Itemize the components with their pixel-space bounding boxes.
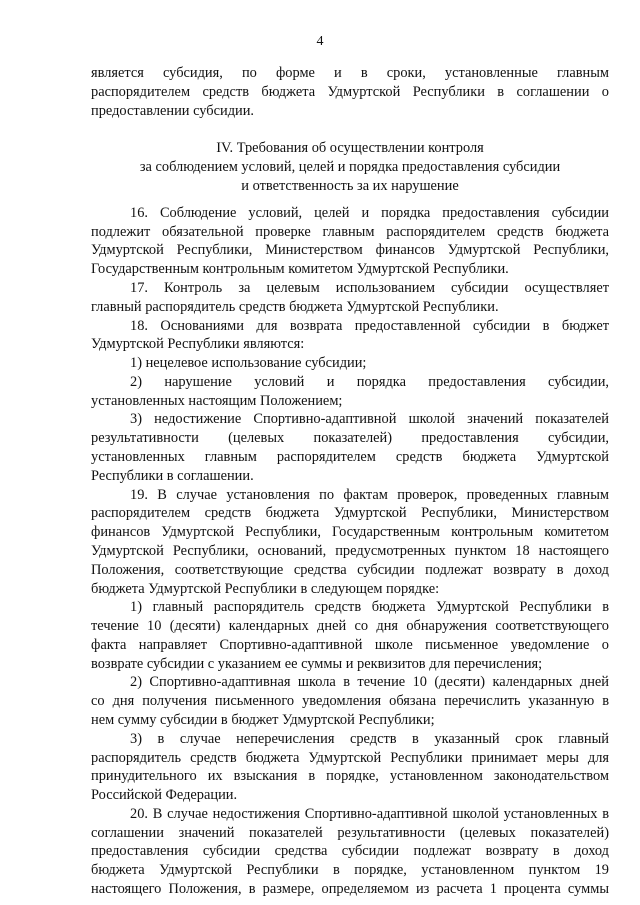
paragraph-line: 18. Основаниями для возврата предоставленной субсидии в бюджет bbox=[130, 318, 609, 334]
paragraph-line: 1) главный распорядитель средств бюджета Удмуртской Республики в bbox=[130, 599, 609, 615]
paragraph-line: Удмуртской Республики, Министерством финансов Удмуртской Республики, bbox=[91, 242, 609, 258]
paragraph-line: 2) Спортивно-адаптивная школа в течение 10 (десяти) календарных дней bbox=[130, 674, 609, 690]
paragraph-line: 20. В случае недостижения Спортивно-адаптивной школой установленных в bbox=[130, 806, 609, 822]
section-heading-line: и ответственность за их нарушение bbox=[241, 178, 459, 194]
paragraph-line: 2) нарушение условий и порядка предоставления субсидии, bbox=[130, 374, 609, 390]
paragraph-line: бюджета Удмуртской Республики в следующем порядке: bbox=[91, 581, 440, 597]
paragraph-line: со дня получения письменного уведомления обязана перечислить указанную в bbox=[91, 693, 609, 709]
paragraph-line: 16. Соблюдение условий, целей и порядка предоставления субсидии bbox=[130, 205, 609, 221]
paragraph-line: Удмуртской Республики являются: bbox=[91, 336, 305, 352]
paragraph-line: распорядителем средств бюджета Удмуртской Республики в соглашении о bbox=[91, 84, 609, 100]
section-heading-line: за соблюдением условий, целей и порядка предоставления субсидии bbox=[139, 159, 561, 175]
paragraph-line: 19. В случае установления по фактам проверок, проведенных главным bbox=[130, 487, 609, 503]
paragraph-line: результативности (целевых показателей) предоставления субсидии, bbox=[91, 430, 609, 446]
paragraph-line: бюджета Удмуртской Республики в порядке, установленном пунктом 19 bbox=[91, 862, 609, 878]
paragraph-line: распорядитель средств бюджета Удмуртской Республики принимает меры для bbox=[91, 750, 609, 766]
paragraph-line: подлежит обязательной проверке главным распорядителем средств бюджета bbox=[91, 224, 609, 240]
paragraph-line: факта направляет Спортивно-адаптивной школе письменное уведомление о bbox=[91, 637, 609, 653]
paragraph-line: Российской Федерации. bbox=[91, 787, 238, 803]
paragraph-line: распорядителем средств бюджета Удмуртской Республики, Министерством bbox=[91, 505, 609, 521]
paragraph-line: 17. Контроль за целевым использованием субсидии осуществляет bbox=[130, 280, 609, 296]
section-heading-line: IV. Требования об осуществлении контроля bbox=[216, 140, 484, 156]
paragraph-line: соглашении значений показателей результативности (целевых показателей) bbox=[91, 825, 609, 841]
paragraph-line: 1) нецелевое использование субсидии; bbox=[130, 355, 367, 371]
paragraph-line: течение 10 (десяти) календарных дней со дня обнаружения соответствующего bbox=[91, 618, 609, 634]
paragraph-line: возврате субсидии с указанием ее суммы и реквизитов для перечисления; bbox=[91, 656, 543, 672]
paragraph-line: 3) в случае неперечисления средств в указанный срок главный bbox=[130, 731, 609, 747]
paragraph-line: главный распорядитель средств бюджета Удмуртской Республики. bbox=[91, 299, 499, 315]
paragraph-line: Республики в соглашении. bbox=[91, 468, 254, 484]
paragraph-line: установленных настоящим Положением; bbox=[91, 393, 343, 409]
paragraph-line: установленных главным распорядителем средств бюджета Удмуртской bbox=[91, 449, 609, 465]
paragraph-line: настоящего Положения, в размере, определяемом из расчета 1 процента суммы bbox=[91, 881, 609, 897]
paragraph-line: принудительного их взыскания в порядке, установленном законодательством bbox=[91, 768, 609, 784]
page-number: 4 bbox=[316, 34, 324, 49]
paragraph-line: Удмуртской Республики, оснований, предусмотренных пунктом 18 настоящего bbox=[91, 543, 609, 559]
paragraph-line: Государственным контрольным комитетом Удмуртской Республики. bbox=[91, 261, 509, 277]
paragraph-line: финансов Удмуртской Республики, Государственным контрольным комитетом bbox=[91, 524, 609, 540]
paragraph-line: нем сумму субсидии в бюджет Удмуртской Республики; bbox=[91, 712, 435, 728]
paragraph-line: является субсидия, по форме и в сроки, установленные главным bbox=[91, 65, 609, 81]
paragraph-line: Положения, соответствующие средства субсидии подлежат возврату в доход bbox=[91, 562, 609, 578]
paragraph-line: предоставления субсидии средства субсидии подлежат возврату в доход bbox=[91, 843, 609, 859]
paragraph-line: 3) недостижение Спортивно-адаптивной школой значений показателей bbox=[130, 411, 609, 427]
paragraph-line: предоставлении субсидии. bbox=[91, 103, 255, 119]
